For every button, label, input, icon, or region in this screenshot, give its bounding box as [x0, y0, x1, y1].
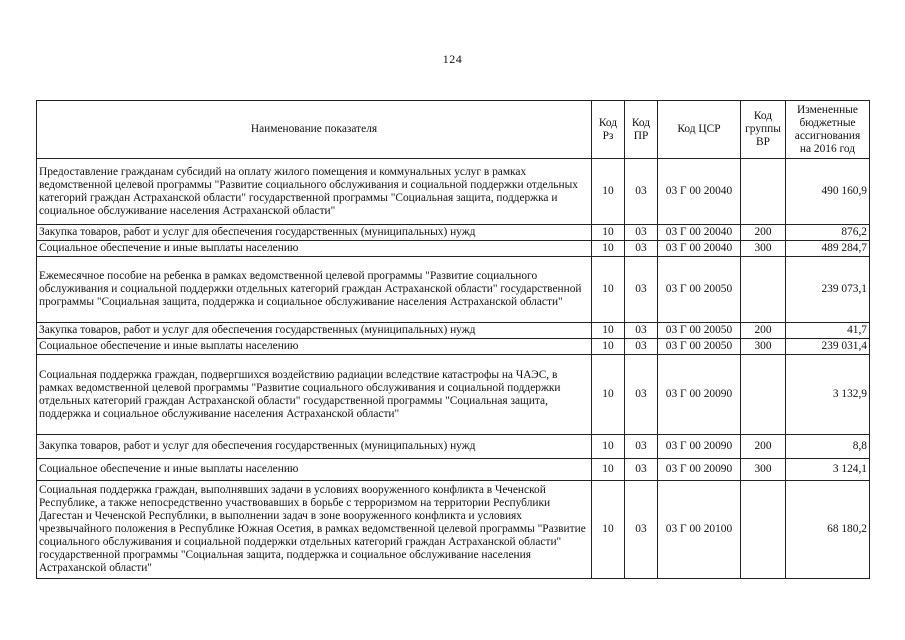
row-rz: 10: [592, 355, 625, 435]
row-amount: 41,7: [786, 323, 870, 339]
row-amount: 3 132,9: [786, 355, 870, 435]
row-name: Социальное обеспечение и иные выплаты населению: [37, 459, 592, 481]
row-amount: 489 284,7: [786, 241, 870, 257]
row-vr: [741, 481, 786, 579]
table-row: [37, 435, 870, 459]
row-amount: 3 124,1: [786, 459, 870, 481]
row-name: Социальное обеспечение и иные выплаты населению: [37, 339, 592, 355]
table-header-row: [37, 101, 870, 159]
row-name: Ежемесячное пособие на ребенка в рамках ведомственной целевой программы "Развитие социального обслуживания и социальной поддержки отдельных категорий граждан Астраханской области" государственной программы "Социальная защита, поддержка и социальное обслуживание населения Астраханской области": [37, 257, 592, 323]
row-rz: 10: [592, 435, 625, 459]
row-vr: 200: [741, 225, 786, 241]
row-rz: 10: [592, 241, 625, 257]
row-amount: 68 180,2: [786, 481, 870, 579]
row-rz: 10: [592, 323, 625, 339]
row-csr: 03 Г 00 20090: [658, 435, 741, 459]
row-vr: 300: [741, 241, 786, 257]
row-name: Социальное обеспечение и иные выплаты населению: [37, 241, 592, 257]
row-csr: 03 Г 00 20090: [658, 355, 741, 435]
table-row: [37, 159, 870, 225]
row-pr: 03: [625, 435, 658, 459]
row-csr: 03 Г 00 20050: [658, 339, 741, 355]
table-row: [37, 323, 870, 339]
row-rz: 10: [592, 159, 625, 225]
row-rz: 10: [592, 257, 625, 323]
header-pr: Код ПР: [625, 101, 658, 159]
table-row: [37, 459, 870, 481]
row-csr: 03 Г 00 20040: [658, 159, 741, 225]
row-pr: 03: [625, 339, 658, 355]
header-amount: Измененные бюджетные ассигнования на 2016 год: [786, 101, 870, 159]
row-amount: 490 160,9: [786, 159, 870, 225]
row-pr: 03: [625, 459, 658, 481]
row-name: Социальная поддержка граждан, выполнявших задачи в условиях вооруженного конфликта в Чеченской Республике, а также непосредственно участвовавших в борьбе с терроризмом на территории Республики Дагестан и Чеченской Республики, в выполнении задач в зоне вооруженного конфликта и условиях чрезвычайного положения в Республике Южная Осетия, в рамках ведомственной целевой программы "Развитие социального обслуживания и социальной поддержки отдельных категорий граждан Астраханской области" государственной программы "Социальная защита, поддержка и социальное обслуживание населения Астраханской области": [37, 481, 592, 579]
row-vr: [741, 159, 786, 225]
table-row: [37, 225, 870, 241]
row-vr: [741, 257, 786, 323]
row-csr: 03 Г 00 20040: [658, 225, 741, 241]
page-number: 124: [442, 52, 463, 66]
row-name: Закупка товаров, работ и услуг для обеспечения государственных (муниципальных) нужд: [37, 435, 592, 459]
row-name: Предоставление гражданам субсидий на оплату жилого помещения и коммунальных услуг в рамках ведомственной целевой программы "Развитие социального обслуживания и социальной поддержки отдельных категорий граждан Астраханской области" государственной программы "Социальная защита, поддержка и социальное обслуживание населения Астраханской области": [37, 159, 592, 225]
budget-table: [36, 100, 870, 579]
row-name: Закупка товаров, работ и услуг для обеспечения государственных (муниципальных) нужд: [37, 225, 592, 241]
row-rz: 10: [592, 481, 625, 579]
row-name: Закупка товаров, работ и услуг для обеспечения государственных (муниципальных) нужд: [37, 323, 592, 339]
row-csr: 03 Г 00 20090: [658, 459, 741, 481]
header-name: Наименование показателя: [37, 101, 592, 159]
row-rz: 10: [592, 225, 625, 241]
row-vr: 300: [741, 339, 786, 355]
header-csr: Код ЦСР: [658, 101, 741, 159]
row-pr: 03: [625, 323, 658, 339]
table-row: [37, 241, 870, 257]
row-pr: 03: [625, 241, 658, 257]
row-csr: 03 Г 00 20050: [658, 257, 741, 323]
row-rz: 10: [592, 459, 625, 481]
row-pr: 03: [625, 355, 658, 435]
row-amount: 876,2: [786, 225, 870, 241]
row-amount: 8,8: [786, 435, 870, 459]
row-csr: 03 Г 00 20040: [658, 241, 741, 257]
row-csr: 03 Г 00 20050: [658, 323, 741, 339]
row-name: Социальная поддержка граждан, подвергшихся воздействию радиации вследствие катастрофы на ЧАЭС, в рамках ведомственной целевой программы "Развитие социального обслуживания и социальной поддержки отдельных категорий граждан Астраханской области" государственной программы "Социальная защита, поддержка и социальное обслуживание населения Астраханской области": [37, 355, 592, 435]
row-pr: 03: [625, 257, 658, 323]
table-row: [37, 257, 870, 323]
table-row: [37, 481, 870, 579]
row-vr: 300: [741, 459, 786, 481]
row-vr: [741, 355, 786, 435]
row-pr: 03: [625, 225, 658, 241]
header-rz: Код Рз: [592, 101, 625, 159]
header-vr: Код группы ВР: [741, 101, 786, 159]
row-vr: 200: [741, 435, 786, 459]
row-rz: 10: [592, 339, 625, 355]
row-csr: 03 Г 00 20100: [658, 481, 741, 579]
row-pr: 03: [625, 159, 658, 225]
table-row: [37, 355, 870, 435]
row-vr: 200: [741, 323, 786, 339]
row-amount: 239 073,1: [786, 257, 870, 323]
table-row: [37, 339, 870, 355]
row-amount: 239 031,4: [786, 339, 870, 355]
row-pr: 03: [625, 481, 658, 579]
